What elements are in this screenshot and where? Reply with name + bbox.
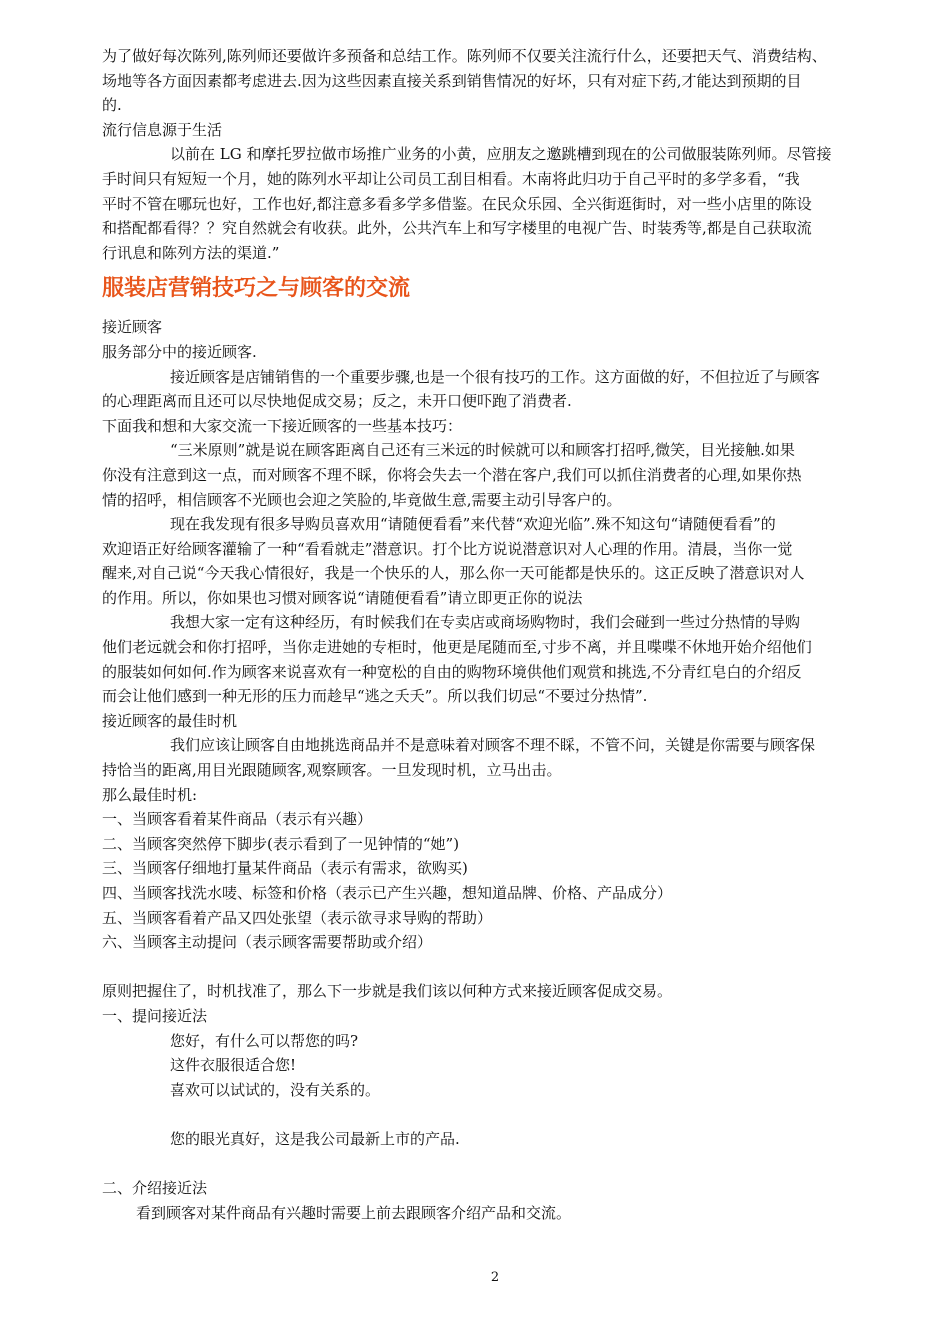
method-title: 二、介绍接近法	[102, 1179, 208, 1198]
list-title: 那么最佳时机:	[102, 785, 198, 804]
text-line: 平时不管在哪玩也好，工作也好,都注意多看多学多借鉴。在民众乐园、全兴街逛街时，对一些小店里的陈设	[102, 194, 812, 213]
text-line: 现在我发现有很多导购员喜欢用“请随便看看”来代替“欢迎光临”.殊不知这句“请随便看看”的	[170, 515, 776, 534]
example-phrase: 这件衣服很适合您!	[170, 1056, 297, 1075]
text-line: 的作用。所以，你如果也习惯对顾客说“请随便看看”请立即更正你的说法	[102, 588, 583, 607]
text-line: 原则把握住了，时机找准了，那么下一步就是我们该以何种方式来接近顾客促成交易。	[102, 982, 673, 1001]
text-line: 持恰当的距离,用目光跟随顾客,观察顾客。一旦发现时机，立马出击。	[102, 761, 562, 780]
text-line: “三米原则”就是说在顾客距离自己还有三米远的时候就可以和顾客打招呼,微笑，目光接触.如果	[170, 441, 795, 460]
text-line: 欢迎语正好给顾客灌输了一种“看看就走”潜意识。打个比方说说潜意识对人心理的作用。清晨，当你一觉	[102, 539, 793, 558]
text-line: 的服装如何如何.作为顾客来说喜欢有一种宽松的自由的购物环境供他们观赏和挑选,不分青红皂白的介绍反	[102, 662, 802, 681]
blank-line	[102, 1152, 898, 1177]
text-line: 醒来,对自己说“今天我心情很好，我是一个快乐的人，那么你一天可能都是快乐的。这正反映了潜意识对人	[102, 564, 805, 583]
text-line: 和搭配都看得？？究自然就会有收获。此外，公共汽车上和写字楼里的电视广告、时装秀等,都是自己获取流	[102, 219, 812, 238]
method-title: 一、提问接近法	[102, 1006, 208, 1025]
text-line: 以前在 LG 和摩托罗拉做市场推广业务的小黄，应朋友之邀跳槽到现在的公司做服装陈列师。尽管接	[170, 145, 832, 164]
list-item: 三、当顾客仔细地打量某件商品（表示有需求，欲购买)	[102, 859, 468, 878]
text-line: 下面我和想和大家交流一下接近顾客的一些基本技巧：	[102, 416, 463, 435]
example-phrase: 喜欢可以试试的，没有关系的。	[170, 1080, 381, 1099]
text-line: 而会让他们感到一种无形的压力而趁早“逃之夭夭”。所以我们切忌“不要过分热情”.	[102, 687, 648, 706]
text-line: 看到顾客对某件商品有兴趣时需要上前去跟顾客介绍产品和交流。	[136, 1203, 572, 1222]
text-line: 你没有注意到这一点，而对顾客不理不睬，你将会失去一个潜在客户,我们可以抓住消费者的心理,如果你热	[102, 465, 802, 484]
list-item: 六、当顾客主动提问（表示顾客需要帮助或介绍）	[102, 933, 433, 952]
list-item: 四、当顾客找洗水唛、标签和价格（表示已产生兴趣，想知道品牌、价格、产品成分）	[102, 884, 673, 902]
example-phrase: 您好，有什么可以帮您的吗?	[170, 1031, 359, 1050]
subsection-title: 接近顾客的最佳时机	[102, 711, 238, 730]
text-line: 情的招呼，相信顾客不光顾也会迎之笑脸的,毕竟做生意,需要主动引导客户的。	[102, 490, 622, 509]
text-line: 行讯息和陈列方法的渠道.”	[102, 243, 280, 262]
document-body	[102, 44, 898, 1225]
example-phrase: 您的眼光真好，这是我公司最新上市的产品.	[170, 1129, 460, 1148]
blank-line	[102, 1102, 898, 1127]
list-item: 五、当顾客看着产品又四处张望（表示欲寻求导购的帮助）	[102, 908, 493, 927]
text-line: 场地等各方面因素都考虑进去.因为这些因素直接关系到销售情况的好坏，只有对症下药,才能达到预期的目	[102, 71, 802, 90]
text-line: 的心理距离而且还可以尽快地促成交易；反之，未开口便吓跑了消费者.	[102, 392, 572, 411]
text-line: 手时间只有短短一个月，她的陈列水平却让公司员工刮目相看。木南将此归功于自己平时的多学多看，“我	[102, 169, 800, 188]
text-line: 服务部分中的接近顾客.	[102, 342, 257, 361]
text-line: 接近顾客是店铺销售的一个重要步骤,也是一个很有技巧的工作。这方面做的好，不但拉近了与顾客	[170, 367, 820, 386]
page-number: 2	[490, 1270, 500, 1285]
blank-line	[102, 955, 898, 980]
subsection-title: 流行信息源于生活	[102, 120, 223, 139]
section-heading: 服装店营销技巧之与顾客的交流	[102, 276, 411, 302]
list-item: 二、当顾客突然停下脚步(表示看到了一见钟情的“她”)	[102, 834, 460, 853]
text-line: 的.	[102, 96, 122, 115]
text-line: 他们老远就会和你打招呼，当你走进她的专柜时，他更是尾随而至,寸步不离，并且喋喋不休地开始介绍他们	[102, 638, 812, 657]
text-line: 我们应该让顾客自由地挑选商品并不是意味着对顾客不理不睬，不管不问，关键是你需要与顾客保	[170, 736, 816, 755]
text-line: 我想大家一定有这种经历，有时候我们在专卖店或商场购物时，我们会碰到一些过分热情的导购	[170, 613, 801, 632]
list-item: 一、当顾客看着某件商品（表示有兴趣）	[102, 810, 373, 829]
subsection-title: 接近顾客	[102, 318, 163, 337]
text-line: 为了做好每次陈列,陈列师还要做许多预备和总结工作。陈列师不仅要关注流行什么，还要把天气、消费结构、	[102, 47, 827, 65]
